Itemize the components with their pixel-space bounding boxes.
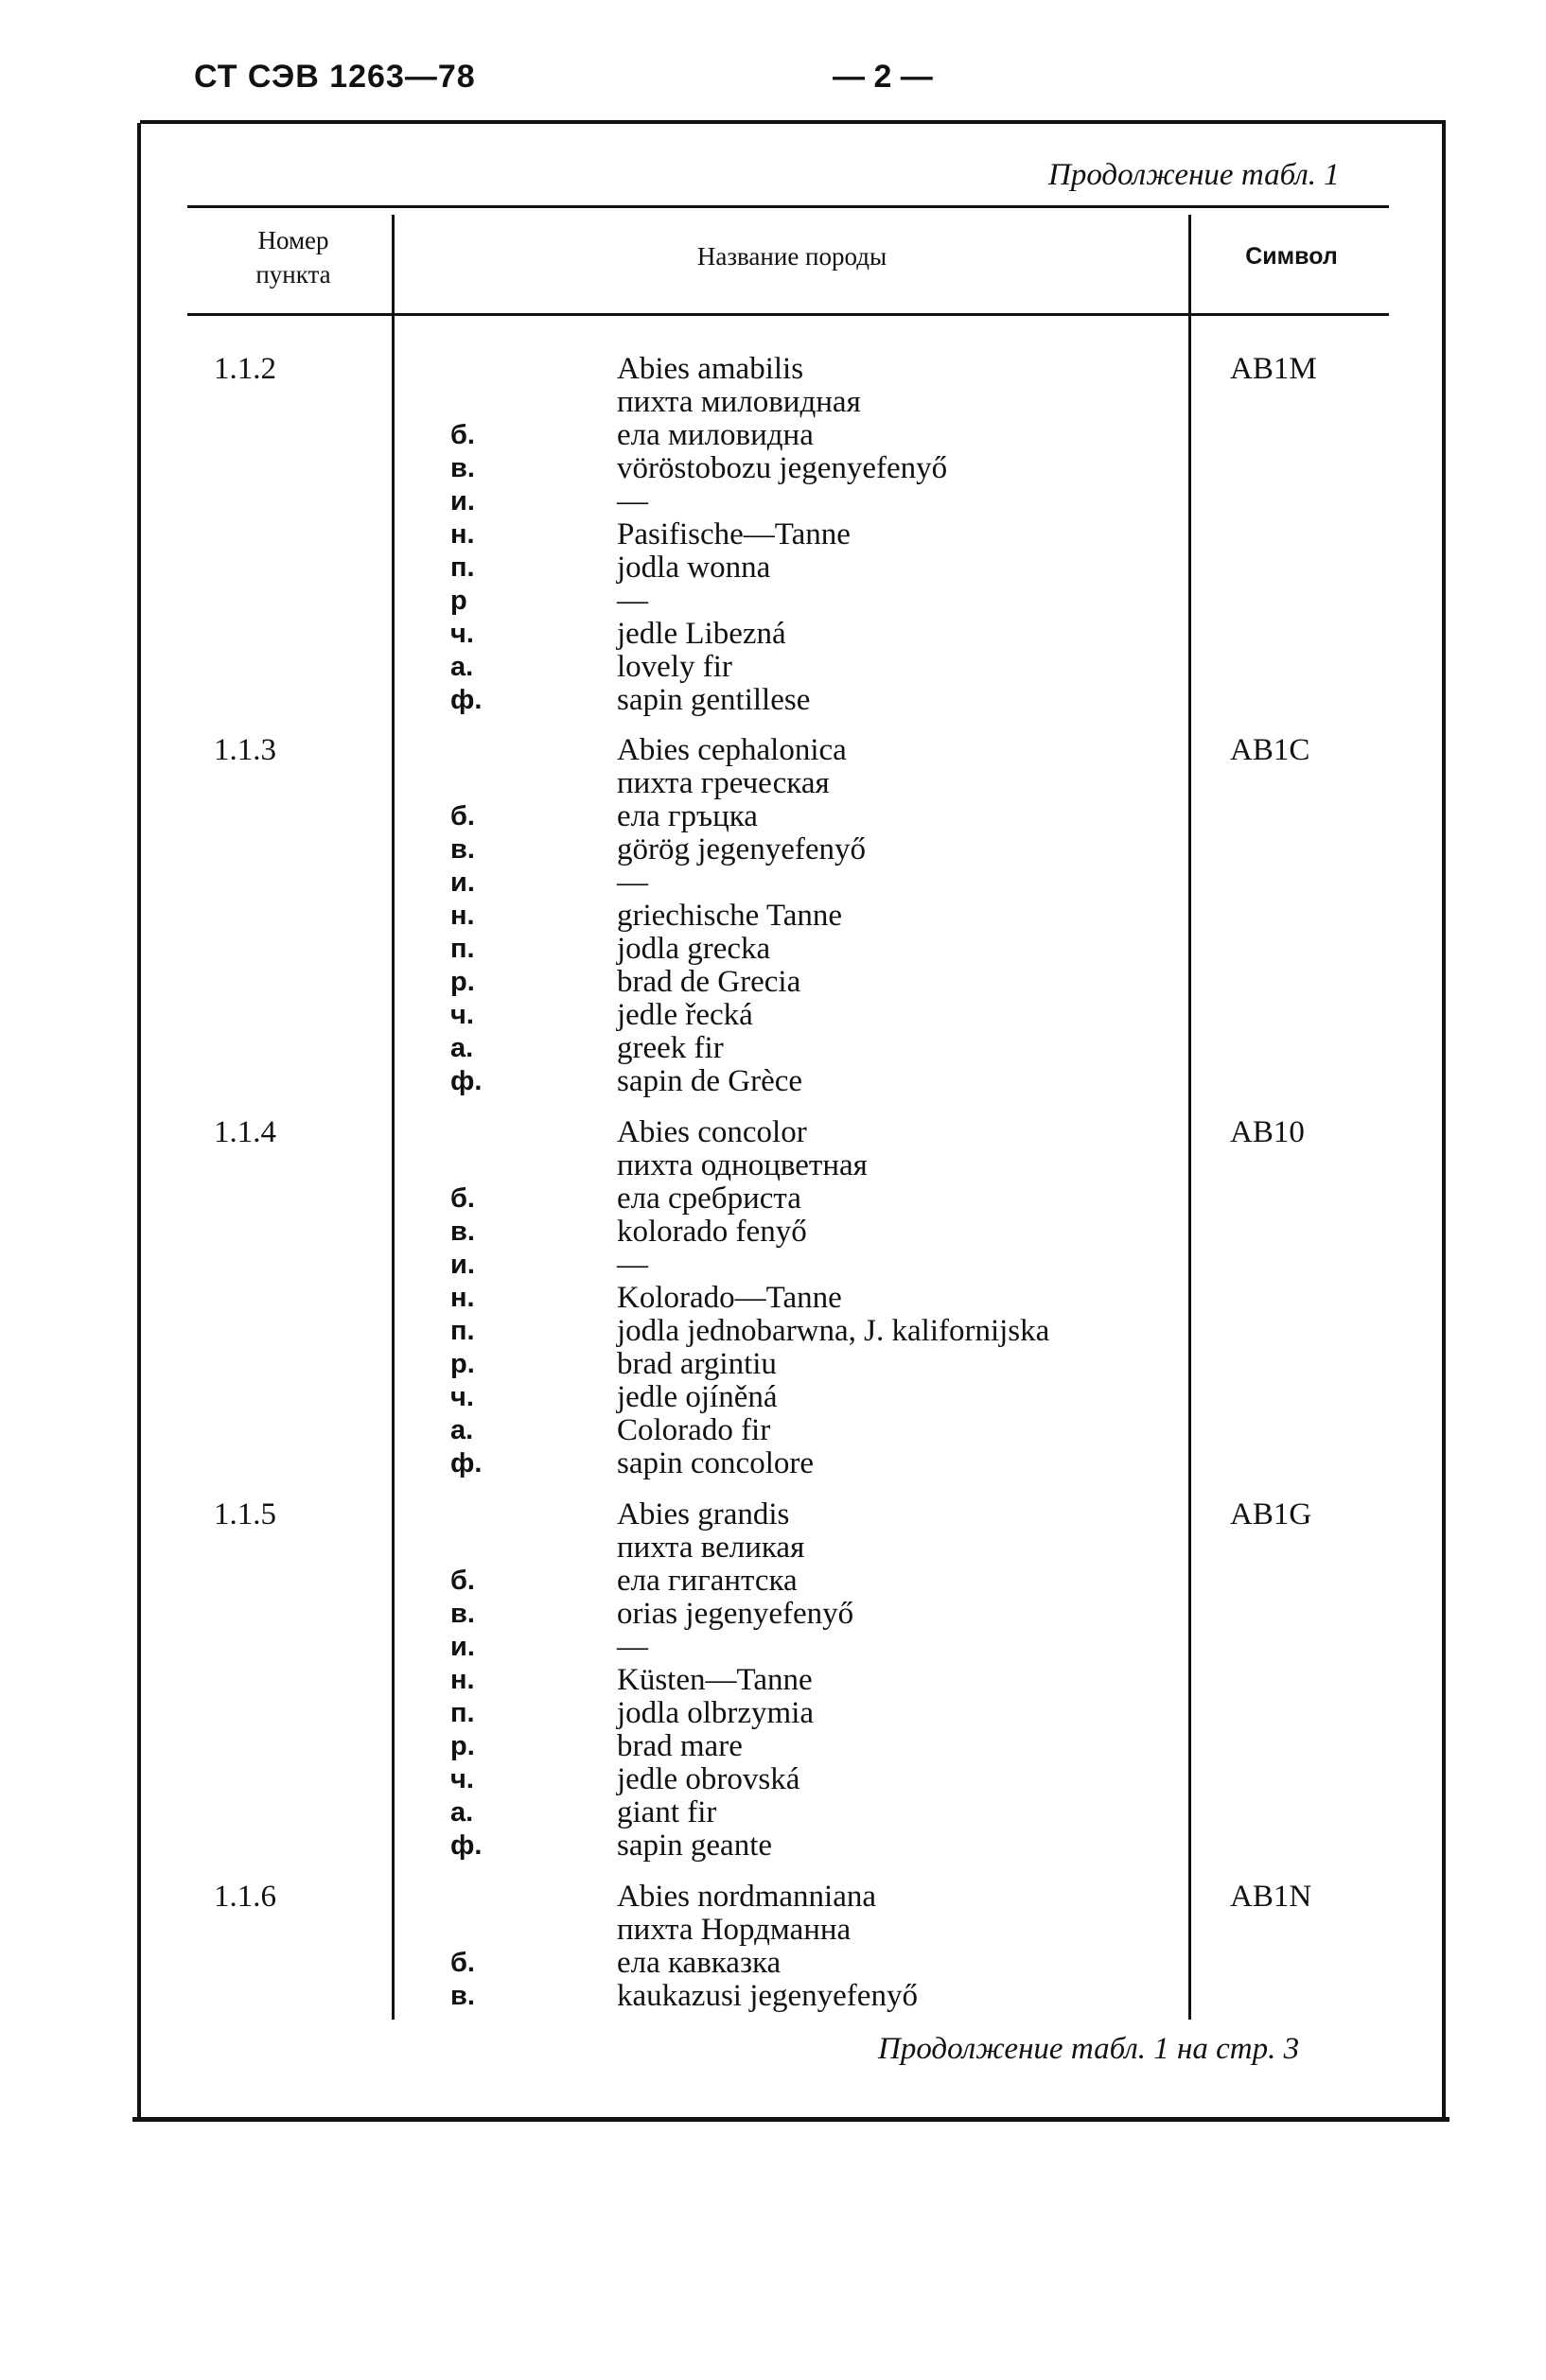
species-name: orias jegenyefenyő bbox=[617, 1597, 854, 1631]
species-name: sapin geante bbox=[617, 1829, 773, 1863]
species-name: пихта Нордманна bbox=[617, 1913, 852, 1947]
language-code: ф. bbox=[450, 1066, 483, 1096]
species-name: ела гръцка bbox=[617, 799, 758, 833]
species-name: brad mare bbox=[617, 1729, 743, 1763]
species-name: jodla wonna bbox=[617, 551, 771, 585]
language-code: п. bbox=[450, 934, 475, 964]
species-name: — bbox=[617, 866, 648, 900]
language-code: и. bbox=[450, 486, 475, 516]
language-code: р. bbox=[450, 967, 475, 997]
species-name: brad de Grecia bbox=[617, 965, 801, 999]
species-name: — bbox=[617, 484, 648, 518]
language-code: р bbox=[450, 586, 467, 616]
table-header-rule bbox=[187, 313, 1389, 316]
frame-top-rule bbox=[140, 120, 1446, 124]
language-code: ф. bbox=[450, 1830, 483, 1861]
language-code: и. bbox=[450, 1632, 475, 1662]
species-name: ела миловидна bbox=[617, 418, 814, 452]
frame-left-rule bbox=[137, 123, 141, 2121]
species-name: brad argintiu bbox=[617, 1347, 777, 1381]
species-name: jedle ojíněná bbox=[617, 1380, 778, 1414]
language-code: п. bbox=[450, 1316, 475, 1346]
species-name: vöröstobozu jegenyefenyő bbox=[617, 451, 948, 485]
species-name: görög jegenyefenyő bbox=[617, 832, 866, 866]
column-divider-number bbox=[392, 215, 395, 2020]
species-symbol: AB1G bbox=[1230, 1497, 1312, 1531]
column-header-name: Название породы bbox=[696, 242, 887, 271]
species-name: Pasifische—Tanne bbox=[617, 517, 851, 551]
species-symbol: AB1C bbox=[1230, 733, 1310, 767]
language-code: в. bbox=[450, 1981, 475, 2011]
latin-name: Abies cephalonica bbox=[617, 733, 847, 767]
species-symbol: AB1N bbox=[1230, 1880, 1312, 1914]
species-name: пихта великая bbox=[617, 1531, 805, 1565]
column-header-number-line1: Номер bbox=[257, 226, 329, 254]
species-name: Küsten—Tanne bbox=[617, 1663, 813, 1697]
species-name: Kolorado—Tanne bbox=[617, 1281, 842, 1315]
species-name: sapin concolore bbox=[617, 1446, 815, 1480]
species-name: kaukazusi jegenyefenyő bbox=[617, 1979, 918, 2013]
language-code: ч. bbox=[450, 1000, 474, 1030]
column-header-number-line2: пункта bbox=[255, 260, 331, 289]
language-code: п. bbox=[450, 1698, 475, 1728]
species-name: sapin de Grèce bbox=[617, 1064, 803, 1098]
species-name: jedle obrovská bbox=[617, 1762, 800, 1796]
language-code: а. bbox=[450, 1033, 474, 1063]
language-code: п. bbox=[450, 552, 475, 583]
table-continuation-footer: Продолжение табл. 1 на стр. 3 bbox=[878, 2032, 1300, 2066]
language-code: в. bbox=[450, 453, 475, 483]
species-name: — bbox=[617, 1630, 648, 1664]
language-code: и. bbox=[450, 867, 475, 898]
language-code: ф. bbox=[450, 685, 483, 715]
column-header-number bbox=[208, 223, 378, 291]
species-name: jedle řecká bbox=[617, 998, 753, 1032]
table-top-rule bbox=[187, 205, 1389, 208]
species-symbol: AB10 bbox=[1230, 1115, 1305, 1149]
document-code: СТ СЭВ 1263—78 bbox=[194, 59, 476, 95]
language-code: ф. bbox=[450, 1448, 483, 1479]
species-name: ела кавказка bbox=[617, 1946, 782, 1980]
language-code: б. bbox=[450, 420, 475, 450]
language-code: а. bbox=[450, 1415, 474, 1445]
language-code: б. bbox=[450, 801, 475, 831]
latin-name: Abies amabilis bbox=[617, 352, 804, 386]
language-code: в. bbox=[450, 1216, 475, 1247]
species-name: griechische Tanne bbox=[617, 899, 843, 933]
page-number: — 2 — bbox=[833, 59, 933, 95]
species-name: jodla olbrzymia bbox=[617, 1696, 815, 1730]
language-code: а. bbox=[450, 652, 474, 682]
species-name: jodla grecka bbox=[617, 932, 771, 966]
latin-name: Abies grandis bbox=[617, 1497, 790, 1531]
item-number: 1.1.4 bbox=[214, 1115, 276, 1149]
column-divider-symbol bbox=[1188, 215, 1191, 2020]
species-name: Colorado fir bbox=[617, 1413, 771, 1447]
item-number: 1.1.6 bbox=[214, 1880, 276, 1914]
species-name: пихта миловидная bbox=[617, 385, 861, 419]
language-code: ч. bbox=[450, 1382, 474, 1412]
language-code: н. bbox=[450, 901, 475, 931]
species-name: jedle Libezná bbox=[617, 617, 786, 651]
language-code: в. bbox=[450, 834, 475, 865]
species-name: ела сребриста bbox=[617, 1181, 801, 1216]
latin-name: Abies nordmanniana bbox=[617, 1880, 877, 1914]
frame-bottom-rule bbox=[132, 2117, 1449, 2122]
item-number: 1.1.2 bbox=[214, 352, 276, 386]
item-number: 1.1.3 bbox=[214, 733, 276, 767]
species-name: — bbox=[617, 1248, 648, 1282]
species-name: sapin gentillese bbox=[617, 683, 811, 717]
language-code: н. bbox=[450, 1665, 475, 1695]
species-name: — bbox=[617, 584, 648, 618]
species-name: ела гигантска bbox=[617, 1564, 798, 1598]
species-name: giant fir bbox=[617, 1795, 717, 1829]
frame-right-rule bbox=[1442, 123, 1446, 2121]
language-code: б. bbox=[450, 1183, 475, 1214]
species-name: greek fir bbox=[617, 1031, 724, 1065]
language-code: и. bbox=[450, 1250, 475, 1280]
species-name: пихта греческая bbox=[617, 766, 830, 800]
item-number: 1.1.5 bbox=[214, 1497, 276, 1531]
species-symbol: AB1M bbox=[1230, 352, 1317, 386]
language-code: н. bbox=[450, 519, 475, 550]
language-code: а. bbox=[450, 1797, 474, 1828]
table-continuation-label: Продолжение табл. 1 bbox=[1048, 158, 1340, 192]
species-name: lovely fir bbox=[617, 650, 732, 684]
language-code: б. bbox=[450, 1566, 475, 1596]
species-name: jodla jednobarwna, J. kalifornijska bbox=[617, 1314, 1050, 1348]
species-name: пихта одноцветная bbox=[617, 1148, 868, 1182]
language-code: н. bbox=[450, 1283, 475, 1313]
language-code: ч. bbox=[450, 619, 474, 649]
latin-name: Abies concolor bbox=[617, 1115, 807, 1149]
language-code: б. bbox=[450, 1948, 475, 1978]
language-code: р. bbox=[450, 1731, 475, 1761]
column-header-symbol: Символ bbox=[1245, 243, 1338, 270]
language-code: р. bbox=[450, 1349, 475, 1379]
species-name: kolorado fenyő bbox=[617, 1215, 807, 1249]
language-code: ч. bbox=[450, 1764, 474, 1794]
language-code: в. bbox=[450, 1599, 475, 1629]
